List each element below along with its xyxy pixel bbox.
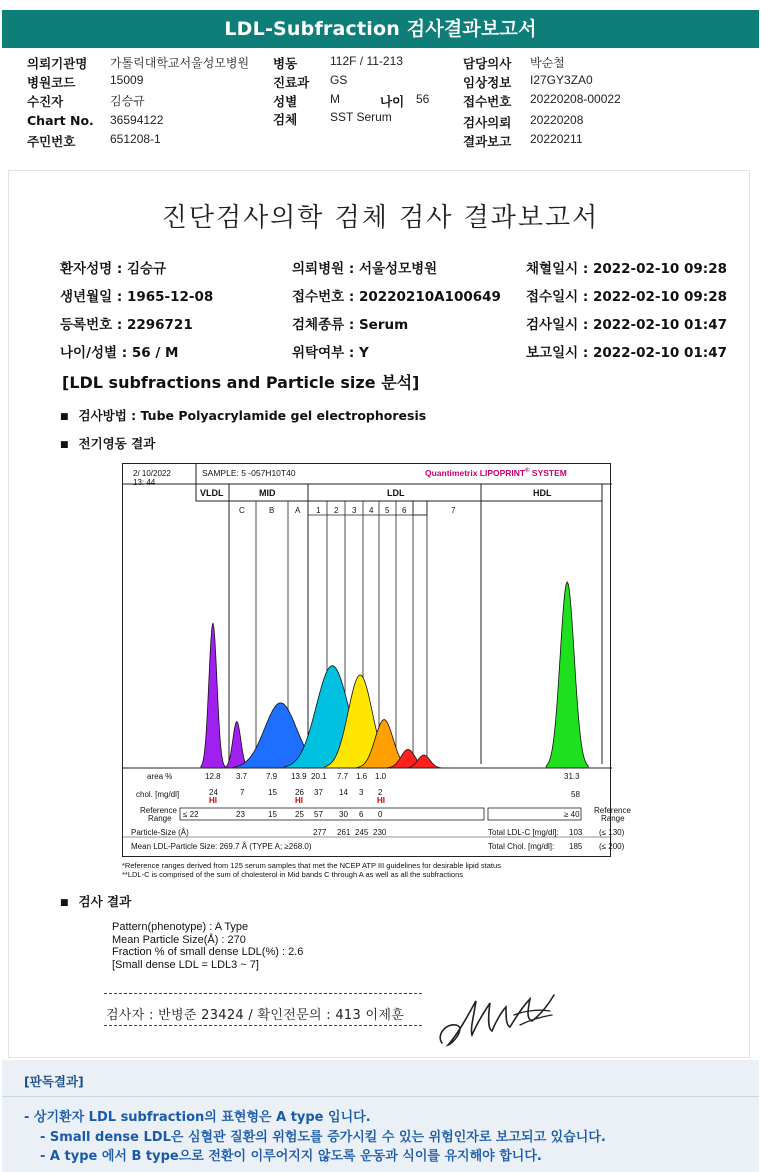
ref-value: 30 (339, 810, 348, 819)
value-chart-no: 36594122 (110, 113, 164, 127)
mean-size-label: Mean LDL-Particle Size: 269.7 Å (TYPE A; ≥268.0) (131, 842, 312, 851)
band-1: 1 (316, 506, 321, 515)
total-chol-label: Total Chol. [mg/dl]: (488, 842, 555, 851)
band-7: 7 (451, 506, 456, 515)
label-age: 나이 (380, 94, 405, 109)
info-test-time: 검사일시 : 2022-02-10 01:47 (526, 317, 727, 333)
chol-value: 24 (209, 788, 218, 797)
psize-label: Particle-Size (Å) (131, 828, 189, 837)
ref-label-right-2: Range (601, 814, 625, 823)
signature-line-top (104, 993, 422, 994)
chol-value: 2 (378, 788, 383, 797)
chol-value: 14 (339, 788, 348, 797)
label-chart-no: Chart No. (27, 113, 94, 128)
label-doctor: 담당의사 (463, 56, 512, 71)
region-mid: MID (259, 488, 276, 498)
region-vldl: VLDL (200, 488, 224, 498)
result-line: Fraction % of small dense LDL(%) : 2.6 (112, 946, 304, 958)
hi-flag: HI (295, 796, 303, 805)
info-report-time: 보고일시 : 2022-02-10 01:47 (526, 345, 727, 361)
value-age: 56 (416, 92, 430, 106)
hi-flag: HI (209, 796, 217, 805)
label-sex: 성별 (273, 94, 298, 109)
patient-header (0, 54, 761, 154)
result-heading: ■ 검사 결과 (60, 892, 131, 910)
peak-vldl (201, 623, 225, 768)
ref-value: 57 (314, 810, 323, 819)
chart-footnotes (122, 861, 501, 879)
value-department: GS (330, 73, 348, 87)
area-value: 12.8 (205, 772, 221, 781)
label-ward: 병동 (273, 56, 298, 71)
ref-label-right: Reference (594, 806, 631, 815)
hi-flag: HI (377, 796, 385, 805)
value-requester: 가톨릭대학교서울성모병원 (110, 56, 250, 70)
area-value: 3.7 (236, 772, 248, 781)
value-clinical-info: I27GY3ZA0 (530, 73, 593, 87)
info-collection-time: 채혈일시 : 2022-02-10 09:28 (526, 261, 727, 277)
ref-value: 0 (378, 810, 383, 819)
total-ldl-value: 103 (569, 828, 583, 837)
psize-value: 261 (337, 828, 351, 837)
footnote: **LDL-C is comprised of the sum of cholesterol in Mid bands C through A as well as all the subfractions (122, 870, 464, 879)
area-value: 7.9 (266, 772, 278, 781)
result-line: Mean Particle Size(Å) : 270 (112, 933, 246, 946)
value-ward: 112F / 11-213 (330, 54, 403, 68)
electrophoresis-heading: ■ 전기영동 결과 (60, 434, 155, 452)
band-b: B (269, 506, 275, 515)
ref-label-2: Range (148, 814, 172, 823)
signature-line-bottom (104, 1025, 422, 1026)
region-ldl: LDL (387, 488, 405, 498)
result-line: Pattern(phenotype) : A Type (112, 921, 249, 933)
interpretation-title: [판독결과] (24, 1074, 84, 1089)
ref-hdl-value: ≥ 40 (564, 810, 580, 819)
info-accession-no: 접수번호 : 20220210A100649 (292, 289, 501, 305)
result-lines (112, 921, 303, 971)
label-requester: 의뢰기관명 (27, 56, 88, 71)
ref-value: ≤ 22 (183, 810, 199, 819)
value-hospital-code: 15009 (110, 73, 144, 87)
psize-value: 230 (373, 828, 387, 837)
band-a: A (295, 506, 301, 515)
value-receipt-no: 20220208-00022 (530, 92, 621, 106)
interpretation-panel (2, 1060, 759, 1172)
ref-box-left (180, 808, 484, 820)
lipoprint-svg (123, 464, 612, 858)
info-consignment: 위탁여부 : Y (292, 345, 369, 361)
value-report-date: 20220211 (530, 132, 583, 146)
area-value: 13.9 (291, 772, 307, 781)
report-title-bar: LDL-Subfraction 검사결과보고서 (2, 10, 759, 48)
band-2: 2 (334, 506, 339, 515)
report-heading: 진단검사의학 검체 검사 결과보고서 (161, 203, 600, 233)
section-title: [LDL subfractions and Particle size 분석] (62, 373, 420, 392)
chart-time: 13: 44 (133, 478, 156, 487)
footnote: *Reference ranges derived from 125 serum samples that met the NCEP ATP III guidelines for desirable lipid status (122, 861, 501, 870)
area-value: 1.6 (356, 772, 368, 781)
label-specimen: 검체 (273, 112, 298, 127)
handwritten-signature (432, 985, 564, 1051)
label-department: 진료과 (273, 75, 310, 90)
label-report-date: 결과보고 (463, 134, 512, 149)
value-doctor: 박순철 (530, 56, 565, 70)
band-5: 5 (385, 506, 390, 515)
chart-sample: SAMPLE: 5 -057H10T40 (202, 468, 296, 478)
total-chol-ref: (≤ 200) (599, 842, 625, 851)
area-hdl-value: 31.3 (564, 772, 580, 781)
band-3: 3 (352, 506, 357, 515)
ref-value: 6 (359, 810, 364, 819)
psize-value: 245 (355, 828, 369, 837)
region-hdl: HDL (533, 488, 552, 498)
electropherogram (201, 582, 588, 768)
info-patient-name: 환자성명 : 김승규 (60, 261, 167, 277)
info-hospital: 의뢰병원 : 서울성모병원 (292, 261, 438, 277)
value-request-date: 20220208 (530, 113, 584, 127)
peak-mid-c (225, 722, 249, 769)
interpretation-divider (2, 1096, 759, 1097)
label-request-date: 검사의뢰 (463, 115, 512, 130)
info-specimen-type: 검체종류 : Serum (292, 317, 409, 333)
label-hospital-code: 병원코드 (27, 75, 76, 90)
band-c: C (239, 506, 245, 515)
label-resident-no: 주민번호 (27, 134, 76, 149)
label-receipt-no: 접수번호 (463, 94, 512, 109)
ref-value: 15 (268, 810, 277, 819)
band-4: 4 (369, 506, 374, 515)
label-clinical-info: 임상정보 (463, 75, 512, 90)
signer-line: 검사자 : 반병준 23424 / 확인전문의 : 413 이제훈 (106, 1008, 405, 1023)
chol-value: 3 (359, 788, 364, 797)
total-ldl-ref: (≤ 130) (599, 828, 625, 837)
area-value: 20.1 (311, 772, 327, 781)
chol-value: 15 (268, 788, 277, 797)
chol-hdl-value: 58 (571, 790, 580, 799)
value-patient: 김승규 (110, 94, 145, 108)
lipoprint-chart (122, 463, 631, 857)
value-resident-no: 651208-1 (110, 132, 161, 146)
area-value: 1.0 (375, 772, 387, 781)
psize-value: 277 (313, 828, 327, 837)
method-line: ■ 검사방법 : Tube Polyacrylamide gel electrophoresis (60, 406, 426, 424)
chart-brand: Quantimetrix LIPOPRINT® SYSTEM (425, 468, 567, 478)
label-patient: 수진자 (27, 94, 64, 109)
interpretation-line: - 상기환자 LDL subfraction의 표현형은 A type 입니다. (24, 1110, 371, 1125)
ref-value: 23 (236, 810, 245, 819)
result-line: [Small dense LDL = LDL3 ~ 7] (112, 958, 259, 971)
interpretation-line: - Small dense LDL은 심혈관 질환의 위험도를 증가시킬 수 있는 위험인자로 보고되고 있습니다. (40, 1130, 606, 1145)
area-value: 7.7 (337, 772, 349, 781)
total-chol-value: 185 (569, 842, 583, 851)
chol-value: 7 (240, 788, 245, 797)
info-birthdate: 생년월일 : 1965-12-08 (60, 289, 214, 305)
value-specimen: SST Serum (330, 110, 392, 124)
chol-value: 37 (314, 788, 323, 797)
chol-value: 26 (295, 788, 304, 797)
value-sex: M (330, 92, 340, 106)
info-receipt-time: 접수일시 : 2022-02-10 09:28 (526, 289, 727, 305)
chart-date: 2/ 10/2022 (133, 469, 171, 478)
interpretation-line: - A type 에서 B type으로 전환이 이루어지지 않도록 운동과 식이를 유지해야 합니다. (40, 1149, 542, 1164)
ref-label: Reference (140, 806, 177, 815)
ref-value: 25 (295, 810, 304, 819)
chol-label: chol. [mg/dl] (136, 790, 180, 799)
total-ldl-label: Total LDL-C [mg/dl]: (488, 828, 559, 837)
band-6: 6 (402, 506, 407, 515)
info-age-sex: 나이/성별 : 56 / M (60, 345, 179, 361)
area-label: area % (147, 772, 173, 781)
info-registration-no: 등록번호 : 2296721 (60, 317, 193, 333)
peak-hdl (546, 582, 588, 768)
